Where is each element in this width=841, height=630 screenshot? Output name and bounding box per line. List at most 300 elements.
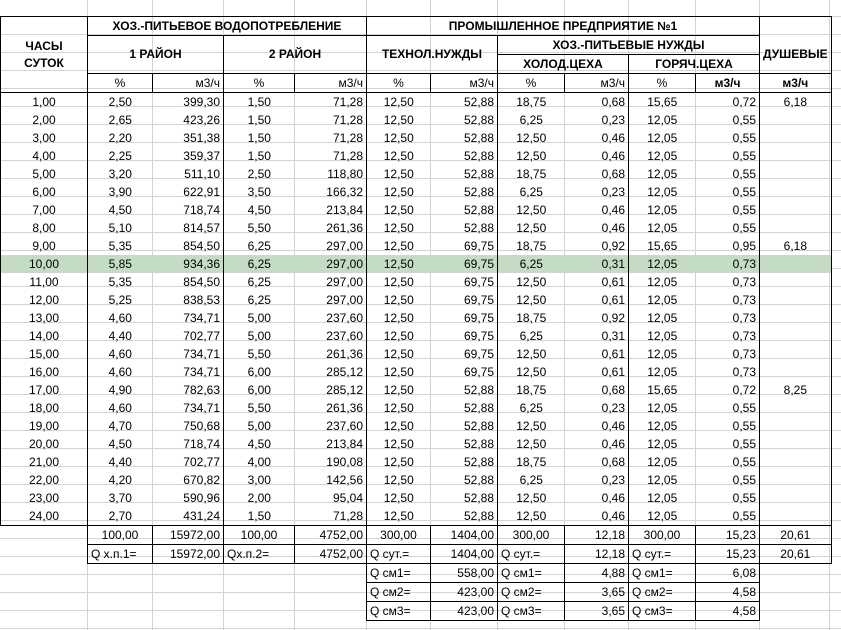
header-hoz-pit-consumption[interactable]: ХОЗ.-ПИТЬЕВОЕ ВОДОПОТРЕБЛЕНИЕ (88, 17, 367, 36)
data-cell[interactable]: 297,00 (295, 273, 367, 291)
data-cell[interactable]: 1,50 (247, 94, 271, 109)
data-cell[interactable]: 15,65 (647, 94, 678, 109)
hour-cell[interactable]: 24,00 (1, 507, 88, 526)
data-cell[interactable] (760, 363, 832, 381)
q-cell[interactable]: 15972,00 (153, 545, 224, 564)
data-cell[interactable]: 5,50 (247, 220, 271, 235)
total-cell[interactable]: 100,00 (88, 526, 153, 545)
data-cell[interactable]: 4,40 (108, 454, 132, 469)
data-cell[interactable]: 6,25 (519, 328, 543, 343)
shift-cell[interactable]: Q см2= (498, 583, 565, 602)
data-cell[interactable]: 69,75 (431, 255, 498, 273)
data-cell[interactable]: 71,28 (295, 129, 367, 147)
data-cell[interactable] (760, 453, 832, 471)
data-cell[interactable]: 12,05 (647, 274, 678, 289)
data-cell[interactable]: 5,25 (108, 292, 132, 307)
data-cell[interactable]: 6,18 (760, 237, 832, 255)
data-cell[interactable]: 12,50 (516, 130, 547, 145)
data-cell[interactable]: 12,50 (367, 507, 431, 526)
data-cell[interactable]: 854,50 (153, 273, 224, 291)
data-cell[interactable]: 12,50 (516, 490, 547, 505)
data-cell[interactable] (760, 111, 832, 129)
empty-cell[interactable] (153, 602, 224, 621)
data-cell[interactable]: 4,60 (108, 310, 132, 325)
data-cell[interactable]: 814,57 (153, 219, 224, 237)
data-cell[interactable]: 2,65 (108, 112, 132, 127)
data-cell[interactable] (760, 507, 832, 526)
data-cell[interactable]: 12,50 (367, 255, 431, 273)
data-cell[interactable]: 0,55 (696, 417, 760, 435)
data-cell[interactable]: 12,05 (647, 292, 678, 307)
data-cell[interactable]: 0,55 (696, 471, 760, 489)
shift-cell[interactable]: 3,65 (565, 602, 629, 621)
empty-cell[interactable] (295, 602, 367, 621)
data-cell[interactable]: 18,75 (516, 382, 547, 397)
data-cell[interactable]: 69,75 (431, 273, 498, 291)
data-cell[interactable]: 431,24 (153, 507, 224, 526)
shift-cell[interactable]: 423,00 (431, 583, 498, 602)
header-cold-shops[interactable]: ХОЛОД.ЦЕХА (498, 55, 629, 74)
data-cell[interactable]: 12,05 (647, 454, 678, 469)
data-cell[interactable]: 718,74 (153, 435, 224, 453)
data-cell[interactable]: 18,75 (516, 454, 547, 469)
data-cell[interactable]: 213,84 (295, 201, 367, 219)
data-cell[interactable]: 0,55 (696, 489, 760, 507)
data-cell[interactable]: 18,75 (516, 238, 547, 253)
total-cell[interactable]: 20,61 (760, 526, 832, 545)
empty-cell[interactable] (295, 583, 367, 602)
data-cell[interactable]: 12,50 (498, 507, 565, 526)
data-cell[interactable]: 6,00 (247, 382, 271, 397)
data-cell[interactable]: 4,60 (108, 400, 132, 415)
data-cell[interactable]: 69,75 (431, 291, 498, 309)
data-cell[interactable]: 52,88 (431, 201, 498, 219)
unit-cell[interactable]: % (498, 74, 565, 93)
data-cell[interactable]: 0,61 (565, 273, 629, 291)
empty-cell[interactable] (1, 583, 88, 602)
hour-cell[interactable]: 15,00 (1, 345, 88, 363)
hour-cell[interactable]: 18,00 (1, 399, 88, 417)
q-cell[interactable]: Q сут.= (629, 545, 696, 564)
data-cell[interactable]: 0,72 (696, 93, 760, 112)
empty-cell[interactable] (760, 564, 832, 583)
data-cell[interactable]: 6,25 (498, 255, 565, 273)
data-cell[interactable]: 0,61 (565, 291, 629, 309)
empty-cell[interactable] (88, 583, 153, 602)
data-cell[interactable]: 0,46 (565, 417, 629, 435)
hour-cell[interactable]: 22,00 (1, 471, 88, 489)
data-cell[interactable]: 52,88 (431, 399, 498, 417)
data-cell[interactable]: 52,88 (431, 453, 498, 471)
data-cell[interactable]: 0,55 (696, 399, 760, 417)
hour-cell[interactable]: 8,00 (1, 219, 88, 237)
data-cell[interactable] (760, 183, 832, 201)
data-cell[interactable]: 15,65 (647, 382, 678, 397)
data-cell[interactable]: 12,50 (383, 454, 414, 469)
data-cell[interactable]: 12,50 (383, 148, 414, 163)
shift-cell[interactable]: Q см1= (629, 564, 696, 583)
data-cell[interactable]: 52,88 (431, 93, 498, 112)
q-cell[interactable]: Q сут.= (367, 545, 431, 564)
total-cell[interactable]: 15,23 (696, 526, 760, 545)
data-cell[interactable]: 12,05 (629, 255, 696, 273)
data-cell[interactable]: 69,75 (431, 309, 498, 327)
data-cell[interactable]: 69,75 (431, 327, 498, 345)
hour-cell[interactable]: 2,00 (1, 111, 88, 129)
data-cell[interactable]: 297,00 (295, 255, 367, 273)
data-cell[interactable]: 0,55 (696, 129, 760, 147)
data-cell[interactable]: 166,32 (295, 183, 367, 201)
data-cell[interactable]: 95,04 (295, 489, 367, 507)
data-cell[interactable]: 52,88 (431, 147, 498, 165)
data-cell[interactable]: 2,20 (108, 130, 132, 145)
data-cell[interactable]: 4,90 (108, 382, 132, 397)
hour-cell[interactable]: 21,00 (1, 453, 88, 471)
data-cell[interactable]: 0,55 (696, 183, 760, 201)
data-cell[interactable]: 12,50 (516, 274, 547, 289)
data-cell[interactable]: 71,28 (295, 111, 367, 129)
empty-cell[interactable] (224, 583, 295, 602)
data-cell[interactable]: 52,88 (431, 471, 498, 489)
data-cell[interactable]: 702,77 (153, 327, 224, 345)
data-cell[interactable]: 0,72 (696, 381, 760, 399)
data-cell[interactable]: 6,25 (224, 255, 295, 273)
data-cell[interactable] (760, 345, 832, 363)
hour-cell[interactable]: 13,00 (1, 309, 88, 327)
empty-cell[interactable] (1, 602, 88, 621)
data-cell[interactable]: 5,85 (88, 255, 153, 273)
data-cell[interactable]: 12,50 (516, 436, 547, 451)
unit-cell[interactable]: % (224, 74, 295, 93)
data-cell[interactable]: 52,88 (431, 165, 498, 183)
data-cell[interactable]: 12,50 (516, 418, 547, 433)
data-cell[interactable]: 0,61 (565, 363, 629, 381)
data-cell[interactable]: 0,55 (696, 111, 760, 129)
data-cell[interactable]: 0,46 (565, 201, 629, 219)
data-cell[interactable]: 12,50 (383, 220, 414, 235)
data-cell[interactable]: 261,36 (295, 345, 367, 363)
data-cell[interactable]: 12,05 (647, 364, 678, 379)
data-cell[interactable]: 12,50 (516, 292, 547, 307)
data-cell[interactable]: 71,28 (295, 93, 367, 112)
data-cell[interactable]: 4,00 (247, 454, 271, 469)
empty-cell[interactable] (1, 526, 88, 545)
header-technological-needs[interactable]: ТЕХНОЛ.НУЖДЫ (367, 36, 498, 74)
data-cell[interactable]: 3,70 (108, 490, 132, 505)
shift-cell[interactable]: 6,08 (696, 564, 760, 583)
empty-cell[interactable] (1, 545, 88, 564)
data-cell[interactable]: 0,73 (696, 291, 760, 309)
shift-cell[interactable]: Q см2= (367, 583, 431, 602)
q-cell[interactable]: 12,18 (565, 545, 629, 564)
data-cell[interactable]: 12,05 (647, 472, 678, 487)
data-cell[interactable]: 52,88 (431, 381, 498, 399)
data-cell[interactable]: 0,46 (565, 435, 629, 453)
data-cell[interactable] (760, 165, 832, 183)
data-cell[interactable]: 0,55 (696, 435, 760, 453)
data-cell[interactable] (760, 327, 832, 345)
data-cell[interactable]: 12,50 (383, 94, 414, 109)
data-cell[interactable]: 237,60 (295, 327, 367, 345)
data-cell[interactable]: 5,00 (247, 310, 271, 325)
hour-cell[interactable]: 23,00 (1, 489, 88, 507)
data-cell[interactable]: 6,25 (519, 472, 543, 487)
data-cell[interactable]: 4,50 (247, 436, 271, 451)
data-cell[interactable]: 0,55 (696, 147, 760, 165)
data-cell[interactable]: 69,75 (431, 345, 498, 363)
shift-cell[interactable]: Q см1= (367, 564, 431, 583)
shift-cell[interactable]: 4,88 (565, 564, 629, 583)
data-cell[interactable]: 213,84 (295, 435, 367, 453)
data-cell[interactable]: 0,73 (696, 345, 760, 363)
data-cell[interactable]: 12,50 (383, 436, 414, 451)
data-cell[interactable] (760, 399, 832, 417)
data-cell[interactable]: 12,50 (383, 202, 414, 217)
data-cell[interactable]: 12,50 (383, 112, 414, 127)
data-cell[interactable]: 12,05 (647, 148, 678, 163)
data-cell[interactable]: 5,00 (247, 328, 271, 343)
data-cell[interactable] (760, 129, 832, 147)
data-cell[interactable]: 190,08 (295, 453, 367, 471)
empty-cell[interactable] (88, 564, 153, 583)
data-cell[interactable]: 2,00 (247, 490, 271, 505)
data-cell[interactable] (760, 471, 832, 489)
data-cell[interactable]: 12,05 (647, 400, 678, 415)
data-cell[interactable]: 3,20 (108, 166, 132, 181)
data-cell[interactable]: 12,05 (629, 507, 696, 526)
data-cell[interactable]: 0,73 (696, 255, 760, 273)
data-cell[interactable]: 0,95 (696, 237, 760, 255)
data-cell[interactable]: 12,50 (383, 238, 414, 253)
data-cell[interactable]: 3,90 (108, 184, 132, 199)
data-cell[interactable]: 12,50 (516, 364, 547, 379)
data-cell[interactable] (760, 273, 832, 291)
data-cell[interactable]: 0,46 (565, 147, 629, 165)
data-cell[interactable]: 0,73 (696, 363, 760, 381)
header-blank[interactable] (760, 17, 832, 36)
data-cell[interactable]: 12,05 (647, 166, 678, 181)
data-cell[interactable]: 12,05 (647, 202, 678, 217)
data-cell[interactable]: 2,25 (108, 148, 132, 163)
data-cell[interactable]: 0,92 (565, 309, 629, 327)
unit-cell[interactable]: м3/ч (431, 74, 498, 93)
total-cell[interactable]: 100,00 (224, 526, 295, 545)
data-cell[interactable]: 5,50 (247, 346, 271, 361)
empty-cell[interactable] (295, 564, 367, 583)
shift-cell[interactable]: 558,00 (431, 564, 498, 583)
data-cell[interactable]: 12,50 (383, 472, 414, 487)
data-cell[interactable]: 12,50 (383, 346, 414, 361)
data-cell[interactable]: 142,56 (295, 471, 367, 489)
data-cell[interactable]: 18,75 (516, 166, 547, 181)
shift-cell[interactable]: Q см3= (498, 602, 565, 621)
empty-cell[interactable] (224, 602, 295, 621)
q-cell[interactable]: 20,61 (760, 545, 832, 564)
q-cell[interactable]: 15,23 (696, 545, 760, 564)
data-cell[interactable]: 734,71 (153, 363, 224, 381)
data-cell[interactable]: 2,70 (88, 507, 153, 526)
data-cell[interactable]: 0,23 (565, 399, 629, 417)
data-cell[interactable]: 359,37 (153, 147, 224, 165)
shift-cell[interactable]: 3,65 (565, 583, 629, 602)
data-cell[interactable]: 0,73 (696, 309, 760, 327)
data-cell[interactable]: 297,00 (295, 291, 367, 309)
data-cell[interactable]: 734,71 (153, 345, 224, 363)
data-cell[interactable]: 854,50 (153, 237, 224, 255)
data-cell[interactable]: 4,50 (247, 202, 271, 217)
data-cell[interactable]: 12,05 (647, 436, 678, 451)
data-cell[interactable]: 261,36 (295, 399, 367, 417)
shift-cell[interactable]: Q см3= (367, 602, 431, 621)
data-cell[interactable]: 12,50 (383, 292, 414, 307)
unit-cell[interactable]: м3/ч (295, 74, 367, 93)
data-cell[interactable]: 5,35 (108, 238, 132, 253)
data-cell[interactable]: 0,68 (565, 165, 629, 183)
data-cell[interactable] (760, 201, 832, 219)
header-shower[interactable]: ДУШЕВЫЕ (760, 36, 832, 74)
data-cell[interactable]: 5,00 (247, 418, 271, 433)
data-cell[interactable]: 12,05 (647, 328, 678, 343)
data-cell[interactable]: 4,50 (108, 202, 132, 217)
unit-cell[interactable]: м3/ч (565, 74, 629, 93)
data-cell[interactable]: 69,75 (431, 237, 498, 255)
data-cell[interactable]: 12,50 (383, 184, 414, 199)
total-cell[interactable]: 1404,00 (431, 526, 498, 545)
data-cell[interactable]: 12,50 (383, 490, 414, 505)
hour-cell[interactable]: 7,00 (1, 201, 88, 219)
unit-cell[interactable]: м3/ч (696, 74, 760, 93)
data-cell[interactable]: 0,46 (565, 507, 629, 526)
unit-cell[interactable]: м3/ч (153, 74, 224, 93)
data-cell[interactable]: 6,25 (247, 238, 271, 253)
data-cell[interactable]: 6,25 (519, 112, 543, 127)
data-cell[interactable]: 5,35 (108, 274, 132, 289)
unit-cell[interactable]: % (367, 74, 431, 93)
data-cell[interactable]: 3,50 (247, 184, 271, 199)
data-cell[interactable]: 261,36 (295, 219, 367, 237)
data-cell[interactable]: 838,53 (153, 291, 224, 309)
data-cell[interactable]: 52,88 (431, 435, 498, 453)
hour-cell[interactable]: 4,00 (1, 147, 88, 165)
data-cell[interactable]: 15,65 (647, 238, 678, 253)
data-cell[interactable]: 0,55 (696, 219, 760, 237)
data-cell[interactable]: 3,00 (247, 472, 271, 487)
data-cell[interactable] (760, 147, 832, 165)
q-cell[interactable]: Q сут.= (498, 545, 565, 564)
unit-cell[interactable]: м3/ч (760, 74, 832, 93)
data-cell[interactable]: 12,05 (647, 346, 678, 361)
data-cell[interactable]: 1,50 (224, 507, 295, 526)
empty-cell[interactable] (88, 602, 153, 621)
data-cell[interactable]: 0,92 (565, 237, 629, 255)
data-cell[interactable]: 52,88 (431, 111, 498, 129)
data-cell[interactable]: 12,50 (516, 202, 547, 217)
q-cell[interactable]: Q х.п.1= (88, 545, 153, 564)
data-cell[interactable]: 5,10 (108, 220, 132, 235)
data-cell[interactable]: 4,20 (108, 472, 132, 487)
data-cell[interactable]: 511,10 (153, 165, 224, 183)
data-cell[interactable]: 423,26 (153, 111, 224, 129)
unit-cell[interactable]: % (88, 74, 153, 93)
data-cell[interactable]: 0,68 (565, 453, 629, 471)
data-cell[interactable]: 750,68 (153, 417, 224, 435)
data-cell[interactable]: 0,61 (565, 345, 629, 363)
shift-cell[interactable]: Q см1= (498, 564, 565, 583)
data-cell[interactable]: 237,60 (295, 309, 367, 327)
hour-cell[interactable]: 9,00 (1, 237, 88, 255)
data-cell[interactable]: 670,82 (153, 471, 224, 489)
data-cell[interactable] (760, 255, 832, 273)
data-cell[interactable]: 0,31 (565, 255, 629, 273)
data-cell[interactable]: 12,50 (383, 130, 414, 145)
data-cell[interactable]: 1,50 (247, 112, 271, 127)
total-cell[interactable]: 15972,00 (153, 526, 224, 545)
header-hours[interactable]: ЧАСЫ СУТОК (1, 17, 88, 93)
data-cell[interactable]: 6,25 (519, 184, 543, 199)
data-cell[interactable]: 12,50 (383, 310, 414, 325)
data-cell[interactable]: 0,73 (696, 273, 760, 291)
data-cell[interactable]: 0,31 (565, 327, 629, 345)
data-cell[interactable]: 4,40 (108, 328, 132, 343)
data-cell[interactable]: 52,88 (431, 129, 498, 147)
hour-cell[interactable]: 5,00 (1, 165, 88, 183)
data-cell[interactable]: 285,12 (295, 363, 367, 381)
q-cell[interactable]: Qх.п.2= (224, 545, 295, 564)
header-district-2[interactable]: 2 РАЙОН (224, 36, 367, 74)
data-cell[interactable]: 6,18 (760, 93, 832, 112)
data-cell[interactable]: 0,23 (565, 111, 629, 129)
data-cell[interactable]: 69,75 (431, 363, 498, 381)
total-cell[interactable]: 300,00 (367, 526, 431, 545)
data-cell[interactable]: 18,75 (516, 310, 547, 325)
data-cell[interactable]: 18,75 (516, 94, 547, 109)
data-cell[interactable]: 237,60 (295, 417, 367, 435)
data-cell[interactable]: 12,50 (383, 364, 414, 379)
empty-cell[interactable] (153, 564, 224, 583)
header-hot-shops[interactable]: ГОРЯЧ.ЦЕХА (629, 55, 760, 74)
data-cell[interactable]: 0,23 (565, 471, 629, 489)
data-cell[interactable]: 12,50 (383, 418, 414, 433)
data-cell[interactable]: 2,50 (108, 94, 132, 109)
data-cell[interactable]: 0,55 (696, 507, 760, 526)
shift-cell[interactable]: 423,00 (431, 602, 498, 621)
empty-cell[interactable] (760, 602, 832, 621)
data-cell[interactable]: 734,71 (153, 399, 224, 417)
data-cell[interactable]: 0,55 (696, 165, 760, 183)
data-cell[interactable]: 12,05 (647, 184, 678, 199)
data-cell[interactable] (760, 435, 832, 453)
data-cell[interactable]: 12,05 (647, 490, 678, 505)
data-cell[interactable]: 0,55 (696, 201, 760, 219)
data-cell[interactable]: 6,25 (247, 292, 271, 307)
data-cell[interactable]: 6,00 (247, 364, 271, 379)
hour-cell[interactable]: 12,00 (1, 291, 88, 309)
data-cell[interactable]: 0,46 (565, 219, 629, 237)
empty-cell[interactable] (153, 583, 224, 602)
data-cell[interactable]: 52,88 (431, 183, 498, 201)
total-cell[interactable]: 12,18 (565, 526, 629, 545)
data-cell[interactable]: 52,88 (431, 417, 498, 435)
shift-cell[interactable]: Q см2= (629, 583, 696, 602)
data-cell[interactable]: 934,36 (153, 255, 224, 273)
data-cell[interactable]: 8,25 (760, 381, 832, 399)
data-cell[interactable]: 71,28 (295, 147, 367, 165)
hour-cell[interactable]: 20,00 (1, 435, 88, 453)
data-cell[interactable]: 12,50 (383, 274, 414, 289)
data-cell[interactable]: 12,05 (647, 220, 678, 235)
data-cell[interactable]: 71,28 (295, 507, 367, 526)
data-cell[interactable]: 6,25 (519, 400, 543, 415)
